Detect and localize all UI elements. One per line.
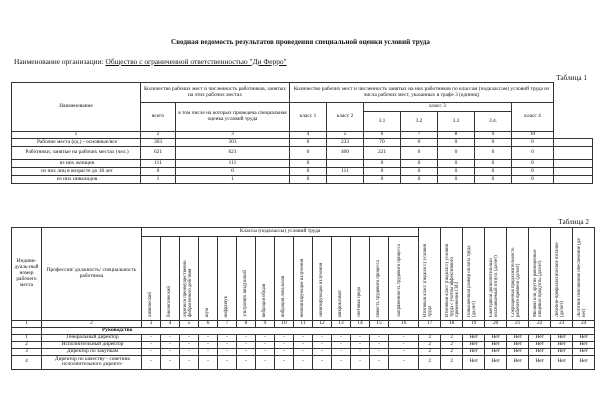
t2-header-right-text: Итоговый класс (подкласс) условий труда с учетом эффективного применения СИЗ bbox=[445, 243, 461, 317]
t2-result-cell: Нет bbox=[573, 341, 595, 348]
t1-cell: 0 bbox=[438, 176, 475, 184]
t2-factor-cell: - bbox=[180, 355, 199, 369]
t2-colnum: 22 bbox=[529, 320, 551, 327]
t1-cell bbox=[327, 176, 364, 184]
t2-factor-header bbox=[180, 237, 199, 321]
t2-result-cell: Нет bbox=[507, 348, 529, 355]
t2-result-cell: Нет bbox=[507, 341, 529, 348]
t1-sub-3-1: 3.1 bbox=[364, 112, 401, 132]
t1-colnum: 7 bbox=[401, 132, 438, 139]
t2-factor-cell: - bbox=[351, 341, 370, 348]
t2-result-cell: Нет bbox=[463, 341, 485, 348]
t2-factor-cell: - bbox=[313, 355, 332, 369]
t2-factor-cell: - bbox=[351, 355, 370, 369]
t2-factor-cell: - bbox=[161, 355, 180, 369]
t1-cell: 0 bbox=[401, 176, 438, 184]
t1-cell: 0 bbox=[364, 176, 401, 184]
t2-factor-cell: - bbox=[199, 355, 218, 369]
t2-factor-cell: - bbox=[332, 348, 351, 355]
t2-factor-header bbox=[218, 237, 237, 321]
table-row bbox=[12, 160, 593, 168]
t2-factor-cell: - bbox=[313, 348, 332, 355]
t2-result-cell: Нет bbox=[551, 348, 573, 355]
t2-header-right-text: Молоко или другие равноценные пищевые продукты (да/нет) bbox=[533, 249, 544, 317]
t1-cell-empty bbox=[554, 147, 593, 160]
t2-factor-header bbox=[389, 237, 419, 321]
t2-result-cell: Нет bbox=[485, 348, 507, 355]
t2-section-title: Руководство bbox=[42, 327, 595, 334]
t2-factor-text: химический bbox=[148, 292, 154, 317]
t1-cell: 0 bbox=[438, 139, 475, 147]
t1-colnum: 3 bbox=[176, 132, 290, 139]
t2-factor-cell: - bbox=[180, 348, 199, 355]
t2-colnum: 3 bbox=[142, 320, 161, 327]
t2-header-prof: Профессия/ должность/ специальность работника bbox=[42, 228, 142, 321]
t2-result-cell: Нет bbox=[551, 334, 573, 341]
t2-factor-cell: - bbox=[275, 341, 294, 348]
t2-factor-cell: - bbox=[237, 355, 256, 369]
t2-factor-cell: - bbox=[237, 334, 256, 341]
table-row bbox=[12, 355, 595, 369]
t1-cell: 0 bbox=[475, 147, 512, 160]
t1-cell: 233 bbox=[327, 139, 364, 147]
t2-factor-text: биологический bbox=[167, 286, 173, 317]
t1-cell: 400 bbox=[327, 147, 364, 160]
t1-colnum: 10 bbox=[512, 132, 554, 139]
table1-caption: Таблица 1 bbox=[556, 74, 587, 82]
document-title: Сводная ведомость результатов проведения специальной оценки условий труда bbox=[171, 38, 430, 46]
t2-factor-header bbox=[199, 237, 218, 321]
t1-cell: 0 bbox=[401, 168, 438, 176]
t1-cell: 0 bbox=[401, 139, 438, 147]
t2-row-num: 3 bbox=[12, 348, 42, 355]
t2-factor-cell: - bbox=[389, 341, 419, 348]
t2-factor-text: вибрация локальная bbox=[281, 275, 287, 317]
t2-row-num: 1 bbox=[12, 334, 42, 341]
t2-result-cell: Нет bbox=[529, 334, 551, 341]
t2-factor-cell: - bbox=[370, 334, 389, 341]
t1-sub-3-3: 3.3 bbox=[438, 112, 475, 132]
t1-cell-empty bbox=[554, 160, 593, 168]
t2-factor-text: световая среда bbox=[357, 287, 363, 317]
table2-caption: Таблица 2 bbox=[558, 218, 589, 226]
t2-factor-cell: - bbox=[370, 341, 389, 348]
t2-colnum: 24 bbox=[573, 320, 595, 327]
t1-header-total: всего bbox=[141, 103, 176, 132]
table-row bbox=[12, 348, 595, 355]
t2-row-num: 2 bbox=[12, 341, 42, 348]
t2-factor-cell: - bbox=[237, 341, 256, 348]
t2-colnum: 17 bbox=[419, 320, 441, 327]
t2-factor-cell: - bbox=[161, 334, 180, 341]
t2-factor-cell: - bbox=[237, 348, 256, 355]
t1-cell: 111 bbox=[176, 160, 290, 168]
t2-result-cell: 2 bbox=[419, 334, 441, 341]
t1-header-class3: класс 3 bbox=[364, 103, 512, 112]
t2-factor-cell: - bbox=[351, 334, 370, 341]
t2-factor-cell: - bbox=[142, 348, 161, 355]
t1-cell-empty bbox=[554, 139, 593, 147]
t1-row-name: из них инвалидов bbox=[12, 176, 141, 184]
t2-factor-header bbox=[294, 237, 313, 321]
t2-factor-cell: - bbox=[218, 334, 237, 341]
t2-factor-header bbox=[142, 237, 161, 321]
t1-cell: 1 bbox=[176, 176, 290, 184]
t2-header-right-text: Повышенный размер оплаты труда (да,нет) bbox=[467, 245, 478, 317]
t2-result-cell: Нет bbox=[529, 355, 551, 369]
t2-header-right bbox=[551, 228, 573, 321]
t2-result-cell: Нет bbox=[573, 355, 595, 369]
t2-colnum: 10 bbox=[275, 320, 294, 327]
t2-result-cell: Нет bbox=[485, 355, 507, 369]
t1-cell: 0 bbox=[141, 168, 176, 176]
t2-colnum: 21 bbox=[507, 320, 529, 327]
t2-factor-text: ионизирующие излучения bbox=[319, 263, 325, 317]
t2-factor-header bbox=[351, 237, 370, 321]
t1-row-name: из них лиц в возрасте до 18 лет bbox=[12, 168, 141, 176]
organization-name: Общество с ограниченной ответственностью "Ди Ферро" bbox=[105, 57, 287, 66]
t1-header-sout: в том числе на которых проведена специальная оценка условий труда bbox=[176, 103, 290, 132]
t2-factor-cell: - bbox=[389, 355, 419, 369]
t2-factor-cell: - bbox=[218, 348, 237, 355]
t1-cell: 0 bbox=[438, 168, 475, 176]
t1-cell: 0 bbox=[475, 139, 512, 147]
t2-colnum: 1 bbox=[12, 320, 42, 327]
t2-colnum: 18 bbox=[441, 320, 463, 327]
t1-cell: 0 bbox=[290, 160, 327, 168]
t1-cell: 0 bbox=[475, 176, 512, 184]
table-row bbox=[12, 147, 593, 160]
t2-factor-header bbox=[313, 237, 332, 321]
table-row bbox=[12, 139, 593, 147]
t2-colnum: 19 bbox=[463, 320, 485, 327]
t1-header-class1: класс 1 bbox=[290, 103, 327, 132]
t2-factor-cell: - bbox=[332, 341, 351, 348]
t1-row-name: Рабочие места (ед.) - основные/все bbox=[12, 139, 141, 147]
t2-factor-cell: - bbox=[313, 341, 332, 348]
t1-cell: 0 bbox=[512, 147, 554, 160]
t2-factor-cell: - bbox=[218, 341, 237, 348]
t2-result-cell: 2 bbox=[441, 341, 463, 348]
t2-header-right bbox=[485, 228, 507, 321]
t1-cell: 0 bbox=[512, 168, 554, 176]
t2-factor-cell: - bbox=[142, 355, 161, 369]
t2-header-classes: Классы (подклассы) условий труда bbox=[142, 228, 419, 237]
t2-header-right bbox=[507, 228, 529, 321]
t2-header-right-text: Льготное пенсионное обеспечение (да/нет) bbox=[577, 237, 588, 317]
t1-cell: 0 bbox=[364, 168, 401, 176]
t1-cell: 303 bbox=[176, 139, 290, 147]
t1-cell: 0 bbox=[438, 147, 475, 160]
t2-factor-cell: - bbox=[294, 334, 313, 341]
t1-header-classes: Количество рабочих мест и численность занятых на них работников по классам (подклассам) условий труда из числа рабочих мест, указанных в графе 3 (единиц) bbox=[290, 83, 554, 103]
t2-result-cell: 2 bbox=[419, 341, 441, 348]
table-row bbox=[12, 168, 593, 176]
t2-factor-cell: - bbox=[142, 341, 161, 348]
t2-factor-cell: - bbox=[161, 348, 180, 355]
t1-cell: 221 bbox=[364, 147, 401, 160]
t1-cell: 1 bbox=[141, 176, 176, 184]
t2-colnum: 9 bbox=[256, 320, 275, 327]
t2-colnum: 4 bbox=[161, 320, 180, 327]
t2-colnum: 8 bbox=[237, 320, 256, 327]
t1-cell: 0 bbox=[438, 160, 475, 168]
t1-colnum: 6 bbox=[364, 132, 401, 139]
t1-cell: 0 bbox=[290, 147, 327, 160]
t2-factor-header bbox=[256, 237, 275, 321]
t2-factor-cell: - bbox=[199, 341, 218, 348]
t1-cell: 0 bbox=[475, 168, 512, 176]
t2-header-right bbox=[441, 228, 463, 321]
t2-factor-cell: - bbox=[218, 355, 237, 369]
t2-row-prof: Директор по закупкам bbox=[42, 348, 142, 355]
t1-cell: 0 bbox=[475, 160, 512, 168]
t1-colnum: 5 bbox=[327, 132, 364, 139]
workplace-table bbox=[11, 227, 595, 370]
t1-cell: 0 bbox=[290, 168, 327, 176]
t1-cell: 0 bbox=[290, 176, 327, 184]
t1-row-name: из них женщин bbox=[12, 160, 141, 168]
t2-factor-header bbox=[237, 237, 256, 321]
t2-factor-header bbox=[332, 237, 351, 321]
t2-factor-cell: - bbox=[351, 348, 370, 355]
t2-factor-cell: - bbox=[180, 341, 199, 348]
t2-header-num: Индиви-дуаль-ный номер рабочего места bbox=[12, 228, 42, 321]
t2-result-cell: Нет bbox=[551, 355, 573, 369]
t1-colnum: 2 bbox=[141, 132, 176, 139]
t2-row-prof: Исполнительный директор bbox=[42, 341, 142, 348]
t2-result-cell: Нет bbox=[529, 341, 551, 348]
t2-result-cell: Нет bbox=[463, 355, 485, 369]
t2-factor-cell: - bbox=[370, 348, 389, 355]
t1-colnum: 8 bbox=[438, 132, 475, 139]
t2-factor-cell: - bbox=[275, 334, 294, 341]
t2-colnum: 5 bbox=[180, 320, 199, 327]
t1-cell: 0 bbox=[512, 176, 554, 184]
t2-factor-cell: - bbox=[142, 334, 161, 341]
t1-cell: 303 bbox=[141, 139, 176, 147]
t2-header-right bbox=[529, 228, 551, 321]
t2-factor-cell: - bbox=[389, 334, 419, 341]
t2-colnum: 11 bbox=[294, 320, 313, 327]
t2-factor-cell: - bbox=[256, 341, 275, 348]
t1-cell: 0 bbox=[176, 168, 290, 176]
t2-factor-cell: - bbox=[332, 334, 351, 341]
t2-result-cell: 2 bbox=[419, 348, 441, 355]
t1-cell: 70 bbox=[364, 139, 401, 147]
t2-factor-header bbox=[275, 237, 294, 321]
t2-factor-cell: - bbox=[256, 348, 275, 355]
t1-cell: 621 bbox=[141, 147, 176, 160]
t2-factor-cell: - bbox=[199, 348, 218, 355]
organization-label: Наименование организации: bbox=[14, 57, 104, 66]
t1-cell: 0 bbox=[512, 160, 554, 168]
t2-row-prof: Генеральный директор bbox=[42, 334, 142, 341]
t2-factor-text: неионизирующие излучения bbox=[300, 258, 306, 317]
t2-colnum: 7 bbox=[218, 320, 237, 327]
t2-factor-cell: - bbox=[161, 341, 180, 348]
t2-factor-text: аэрозоли преимущественно фиброгенного действия bbox=[182, 260, 193, 317]
t1-header-class4: класс 4 bbox=[512, 103, 554, 132]
t2-factor-text: ультразвук воздушный bbox=[243, 270, 249, 317]
t1-header-count: Количество рабочих мест и численность работников, занятых на этих рабочих местах bbox=[141, 83, 290, 103]
t1-cell bbox=[327, 160, 364, 168]
t1-cell: 0 bbox=[364, 160, 401, 168]
summary-table bbox=[11, 82, 593, 184]
t2-result-cell: Нет bbox=[485, 341, 507, 348]
t2-factor-header bbox=[161, 237, 180, 321]
t2-factor-cell: - bbox=[256, 355, 275, 369]
t1-cell: 111 bbox=[141, 160, 176, 168]
t1-header-name: Наименование bbox=[12, 83, 141, 132]
t1-cell: 0 bbox=[512, 139, 554, 147]
t2-factor-cell: - bbox=[199, 334, 218, 341]
t2-factor-cell: - bbox=[180, 334, 199, 341]
t2-header-right-text: Итоговый класс (подкласс) условий труда bbox=[423, 243, 434, 317]
t2-colnum: 13 bbox=[332, 320, 351, 327]
t2-colnum: 23 bbox=[551, 320, 573, 327]
t1-colnum: 1 bbox=[12, 132, 141, 139]
t2-result-cell: Нет bbox=[573, 334, 595, 341]
t1-row-name: Работники, занятые на рабочих местах (чел.) bbox=[12, 147, 141, 160]
t2-factor-text: тяжесть трудового процесса bbox=[376, 259, 382, 317]
t2-result-cell: Нет bbox=[463, 334, 485, 341]
t2-colnum: 6 bbox=[199, 320, 218, 327]
t1-sub-3-4: 3.4. bbox=[475, 112, 512, 132]
t2-factor-header bbox=[370, 237, 389, 321]
t2-factor-cell: - bbox=[275, 348, 294, 355]
t1-cell: 0 bbox=[290, 139, 327, 147]
t2-result-cell: 2 bbox=[441, 334, 463, 341]
t1-cell: 621 bbox=[176, 147, 290, 160]
t2-factor-cell: - bbox=[294, 348, 313, 355]
t2-colnum: 2 bbox=[42, 320, 142, 327]
t2-header-right-text: Сокращенная продолжительность рабочего времени (да/нет) bbox=[511, 247, 522, 317]
t2-row-num: 4 bbox=[12, 355, 42, 369]
t2-result-cell: 2 bbox=[441, 348, 463, 355]
t1-cell-empty bbox=[554, 176, 593, 184]
t2-colnum: 14 bbox=[351, 320, 370, 327]
t2-result-cell: Нет bbox=[507, 355, 529, 369]
t1-cell: 111 bbox=[327, 168, 364, 176]
t2-factor-cell: - bbox=[313, 334, 332, 341]
t2-header-right-text: Ежегодный дополнительный оплачиваемый отпуск (да/нет) bbox=[489, 255, 500, 317]
t2-factor-text: напряженность трудового процесса bbox=[397, 244, 403, 317]
t2-row-prof: Директор по качеству - советник исполнительного директо- bbox=[42, 355, 142, 369]
t2-result-cell: 2 bbox=[419, 355, 441, 369]
t2-factor-cell: - bbox=[256, 334, 275, 341]
t2-factor-cell: - bbox=[332, 355, 351, 369]
t2-result-cell: Нет bbox=[573, 348, 595, 355]
t2-result-cell: 2 bbox=[441, 355, 463, 369]
t2-result-cell: Нет bbox=[529, 348, 551, 355]
t2-factor-cell: - bbox=[275, 355, 294, 369]
t2-result-cell: Нет bbox=[463, 348, 485, 355]
t1-cell: 0 bbox=[401, 147, 438, 160]
t1-header-class2: класс 2 bbox=[327, 103, 364, 132]
t2-result-cell: Нет bbox=[485, 334, 507, 341]
t1-cell: 0 bbox=[401, 160, 438, 168]
t2-header-right bbox=[573, 228, 595, 321]
t2-result-cell: Нет bbox=[551, 341, 573, 348]
t2-factor-cell: - bbox=[294, 355, 313, 369]
t1-colnum: 9 bbox=[475, 132, 512, 139]
organization-line bbox=[14, 57, 287, 66]
t2-colnum: 16 bbox=[389, 320, 419, 327]
t2-colnum: 15 bbox=[370, 320, 389, 327]
t2-factor-cell: - bbox=[294, 341, 313, 348]
t2-colnum: 12 bbox=[313, 320, 332, 327]
table-row bbox=[12, 176, 593, 184]
t2-factor-text: шум bbox=[205, 307, 211, 317]
t1-colnum: 4 bbox=[290, 132, 327, 139]
t2-factor-cell: - bbox=[370, 355, 389, 369]
t2-factor-text: инфразвук bbox=[224, 295, 230, 317]
t2-factor-text: вибрация общая bbox=[262, 283, 268, 317]
t2-factor-cell: - bbox=[389, 348, 419, 355]
t2-result-cell: Нет bbox=[507, 334, 529, 341]
t2-header-right bbox=[463, 228, 485, 321]
t1-sub-3-2: 3.2 bbox=[401, 112, 438, 132]
t2-header-right-text: Лечебно-профилактическое питание (да/нет) bbox=[555, 242, 566, 317]
t2-colnum: 20 bbox=[485, 320, 507, 327]
t2-header-right bbox=[419, 228, 441, 321]
t2-factor-text: микроклимат bbox=[338, 289, 344, 317]
t1-cell-empty bbox=[554, 168, 593, 176]
